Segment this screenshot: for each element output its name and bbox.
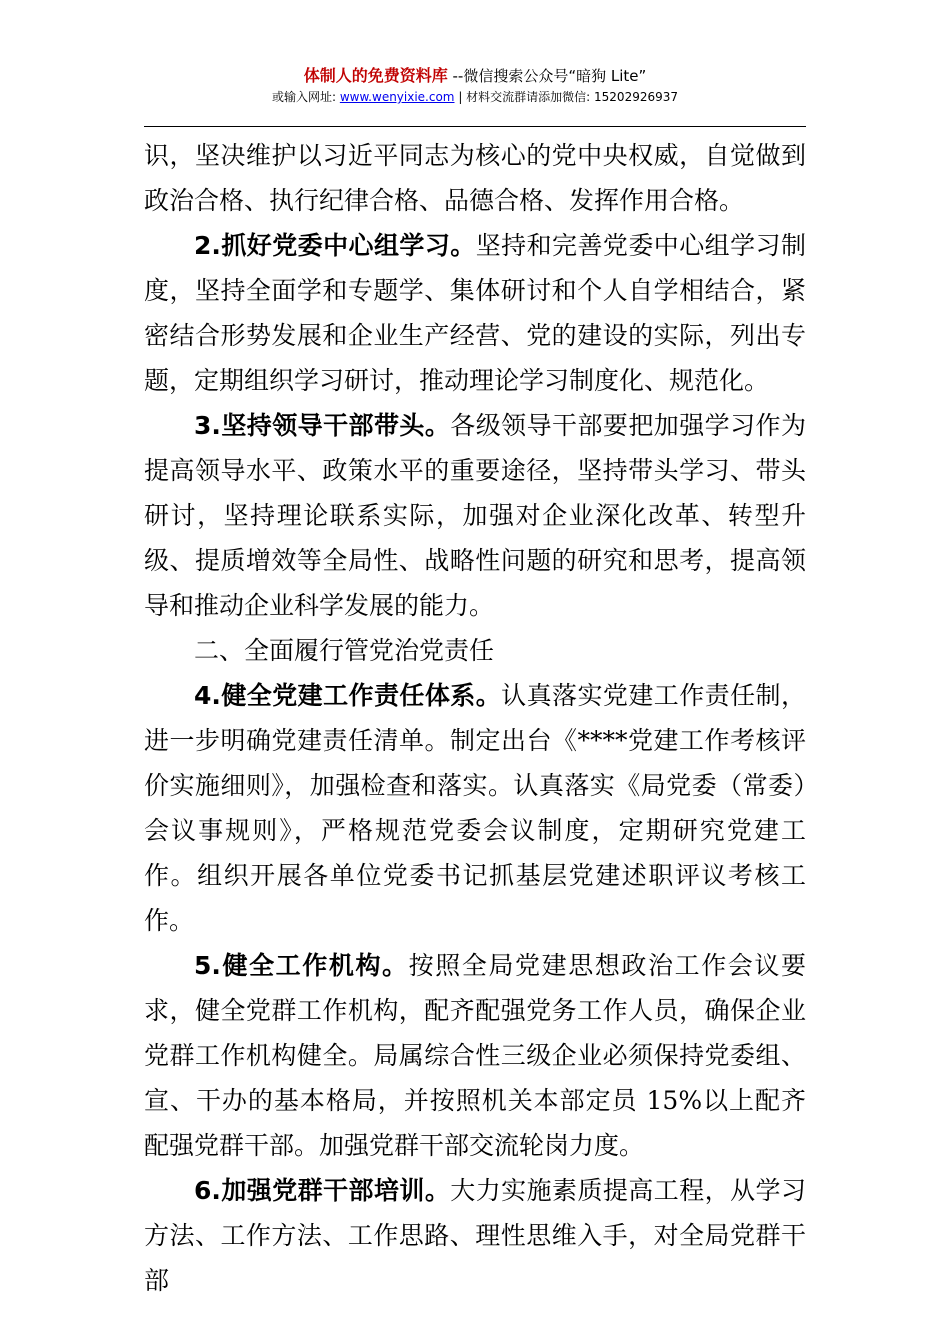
paragraph-3 [144, 403, 806, 628]
header-line-2 [0, 88, 950, 106]
paragraph-6 [144, 1168, 806, 1303]
header-url-link[interactable]: www.wenyixie.com [339, 90, 455, 104]
paragraph-6-heading: 6.加强党群干部培训。 [194, 1176, 451, 1205]
header-line-1 [0, 66, 950, 86]
paragraph-6-text: 大力实施素质提高工程，从学习方法、工作方法、工作思路、理性思维入手，对全局党群干部 [144, 1176, 806, 1295]
paragraph-2 [144, 223, 806, 403]
header-divider [144, 126, 806, 127]
paragraph-2-heading: 2.抓好党委中心组学习。 [194, 231, 476, 260]
header-title: 体制人的免费资料库 [303, 66, 448, 85]
section-heading-2: 二、全面履行管党治党责任 [194, 636, 495, 665]
header-url-suffix: | 材料交流群请添加微信: 15202926937 [454, 90, 679, 104]
paragraph-5-heading: 5.健全工作机构。 [194, 951, 409, 980]
paragraph-3-heading: 3.坚持领导干部带头。 [194, 411, 451, 440]
paragraph-5 [144, 943, 806, 1168]
paragraph-3-text: 各级领导干部要把加强学习作为提高领导水平、政策水平的重要途径，坚持带头学习、带头研讨，坚持理论联系实际，加强对企业深化改革、转型升级、提质增效等全局性、战略性问题的研究和思考，提高领导和推动企业科学发展的能力。 [144, 411, 806, 620]
header-url-prefix: 或输入网址: [271, 90, 340, 104]
paragraph-2-text: 坚持和完善党委中心组学习制度，坚持全面学和专题学、集体研讨和个人自学相结合，紧密结合形势发展和企业生产经营、党的建设的实际，列出专题，定期组织学习研讨，推动理论学习制度化、规范化。 [144, 231, 806, 395]
header-subtitle: --微信搜索公众号“暗狗 Lite” [447, 67, 647, 85]
paragraph-4-text: 认真落实党建工作责任制，进一步明确党建责任清单。制定出台《****党建工作考核评价实施细则》，加强检查和落实。认真落实《局党委（常委）会议事规则》，严格规范党委会议制度，定期研究党建工作。组织开展各单位党委书记抓基层党建述职评议考核工作。 [144, 681, 806, 935]
document-body [144, 133, 806, 1303]
page-header [0, 66, 950, 106]
paragraph-4 [144, 673, 806, 943]
paragraph-4-heading: 4.健全党建工作责任体系。 [194, 681, 502, 710]
paragraph-1: 识，坚决维护以习近平同志为核心的党中央权威，自觉做到政治合格、执行纪律合格、品德合格、发挥作用合格。 [144, 141, 806, 215]
paragraph-5-text: 按照全局党建思想政治工作会议要求，健全党群工作机构，配齐配强党务工作人员，确保企业党群工作机构健全。局属综合性三级企业必须保持党委组、宣、干办的基本格局，并按照机关本部定员 15%以上配齐配强党群干部。加强党群干部交流轮岗力度。 [144, 951, 806, 1160]
